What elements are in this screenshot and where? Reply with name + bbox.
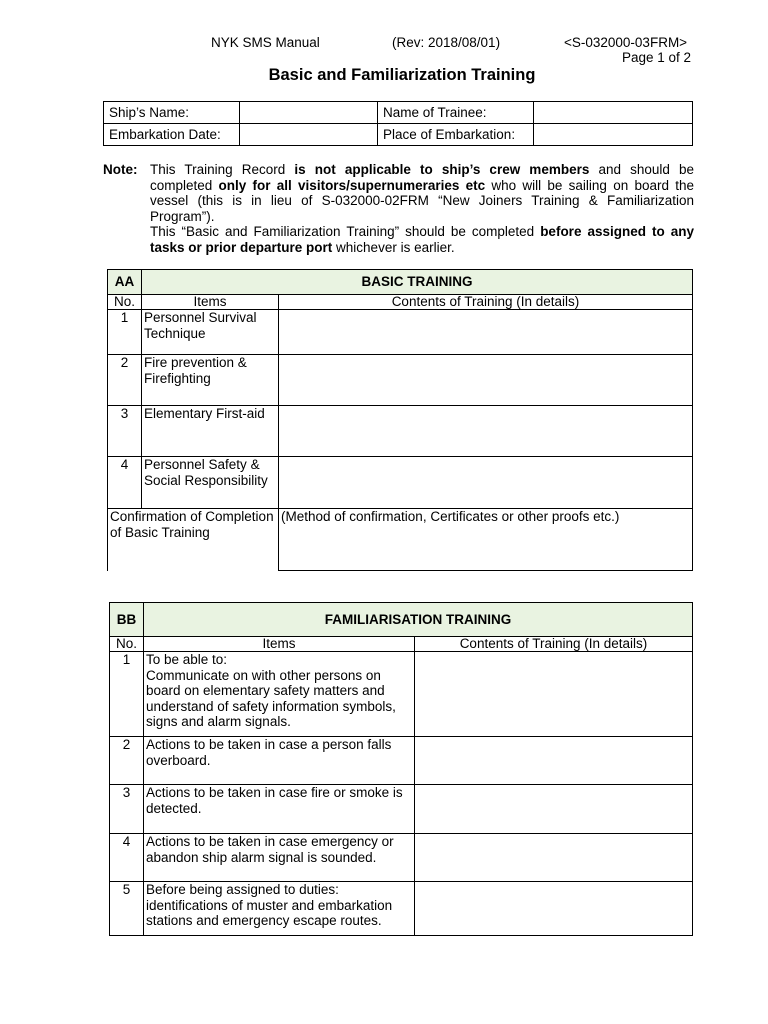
note-paragraph-1: This Training Record is not applicable to ship’s crew members and should be completed only for all visitors/supernumeraries etc who will be sailing on board the vessel (this is in lieu of S-032000-02FRM “New Joiners Training & Familiarization Program”). xyxy=(150,162,694,224)
table-row: 1 Personnel Survival Technique xyxy=(108,310,693,355)
contents-field[interactable] xyxy=(415,882,693,936)
item-text: Before being assigned to duties: identifications of muster and embarkation stations and emergency escape routes. xyxy=(144,882,415,936)
item-text: Fire prevention & Firefighting xyxy=(142,355,279,406)
form-code: <S-032000-03FRM> xyxy=(564,35,688,50)
contents-field[interactable] xyxy=(279,355,693,406)
note-label: Note: xyxy=(103,162,138,177)
item-text: Actions to be taken in case a person falls overboard. xyxy=(144,737,415,785)
confirmation-field[interactable]: (Method of confirmation, Certificates or other proofs etc.) xyxy=(279,509,693,571)
table-row: 1 To be able to: Communicate on with other persons on board on elementary safety matters and understand of safety information symbols, signs and alarm signals. xyxy=(110,652,693,737)
embarkation-date-field[interactable] xyxy=(240,124,378,146)
page-title: Basic and Familiarization Training xyxy=(268,66,536,84)
section-code-bb: BB xyxy=(110,603,144,637)
ship-name-field[interactable] xyxy=(240,102,378,124)
item-text: Personnel Safety & Social Responsibility xyxy=(142,457,279,509)
table-row: 3 Elementary First-aid xyxy=(108,406,693,457)
item-text: Elementary First-aid xyxy=(142,406,279,457)
item-text: Actions to be taken in case fire or smoke is detected. xyxy=(144,785,415,834)
embarkation-place-label: Place of Embarkation: xyxy=(378,124,534,146)
contents-field[interactable] xyxy=(415,785,693,834)
item-text: To be able to: Communicate on with other persons on board on elementary safety matters and understand of safety information symbols, signs and alarm signals. xyxy=(144,652,415,737)
manual-name: NYK SMS Manual xyxy=(211,35,320,50)
trainee-name-field[interactable] xyxy=(534,102,693,124)
info-table xyxy=(103,101,693,146)
contents-field[interactable] xyxy=(279,457,693,509)
familiarisation-training-table xyxy=(109,602,693,936)
trainee-name-label: Name of Trainee: xyxy=(378,102,534,124)
column-no: No. xyxy=(110,637,144,652)
table-row: 5 Before being assigned to duties: identifications of muster and embarkation stations and emergency escape routes. xyxy=(110,882,693,936)
column-contents: Contents of Training (In details) xyxy=(279,295,693,310)
contents-field[interactable] xyxy=(415,834,693,882)
column-items: Items xyxy=(142,295,279,310)
contents-field[interactable] xyxy=(279,406,693,457)
embarkation-place-field[interactable] xyxy=(534,124,693,146)
basic-training-table xyxy=(107,269,693,571)
confirmation-label: Confirmation of Completion of Basic Training xyxy=(108,509,279,571)
confirmation-row xyxy=(108,509,693,571)
note-section xyxy=(103,162,694,255)
basic-training-heading: BASIC TRAINING xyxy=(142,270,693,295)
table-row: 4 Actions to be taken in case emergency or abandon ship alarm signal is sounded. xyxy=(110,834,693,882)
item-text: Personnel Survival Technique xyxy=(142,310,279,355)
table-row: 2 Fire prevention & Firefighting xyxy=(108,355,693,406)
page-number: Page 1 of 2 xyxy=(622,50,692,65)
table-row: 2 Actions to be taken in case a person falls overboard. xyxy=(110,737,693,785)
column-items: Items xyxy=(144,637,415,652)
familiarisation-training-heading: FAMILIARISATION TRAINING xyxy=(144,603,693,637)
ship-name-label: Ship’s Name: xyxy=(104,102,240,124)
table-row: 4 Personnel Safety & Social Responsibility xyxy=(108,457,693,509)
table-row: 3 Actions to be taken in case fire or smoke is detected. xyxy=(110,785,693,834)
column-contents: Contents of Training (In details) xyxy=(415,637,693,652)
contents-field[interactable] xyxy=(415,737,693,785)
contents-field[interactable] xyxy=(415,652,693,737)
embarkation-date-label: Embarkation Date: xyxy=(104,124,240,146)
section-code-aa: AA xyxy=(108,270,142,295)
revision-date: (Rev: 2018/08/01) xyxy=(392,35,501,50)
contents-field[interactable] xyxy=(279,310,693,355)
item-text: Actions to be taken in case emergency or abandon ship alarm signal is sounded. xyxy=(144,834,415,882)
column-no: No. xyxy=(108,295,142,310)
note-paragraph-2: This “Basic and Familiarization Training” should be completed before assigned to any tasks or prior departure port whichever is earlier. xyxy=(150,224,694,255)
